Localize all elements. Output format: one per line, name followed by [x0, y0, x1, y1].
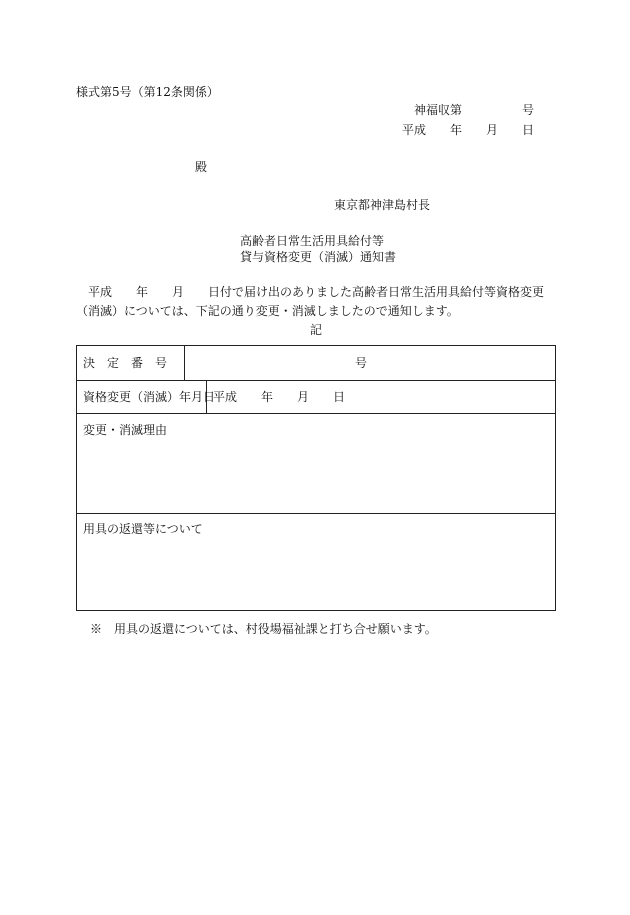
equipment-return-label: 用具の返還等について [83, 522, 203, 536]
table-column-divider [184, 346, 185, 380]
change-reason-label: 変更・消滅理由 [83, 423, 168, 437]
form-id: 様式第5号（第12条関係） [76, 85, 219, 99]
issue-date: 平成 年 月 日 [402, 123, 535, 137]
change-date-value: 平成 年 月 日 [213, 390, 346, 404]
decision-number-suffix: 号 [355, 356, 368, 370]
table-divider [77, 413, 555, 414]
document-number: 神福収第 号 [414, 103, 535, 117]
ki-heading: 記 [310, 323, 323, 337]
addressee-honorific: 殿 [195, 160, 208, 174]
table-divider [77, 380, 555, 381]
issuer-name: 東京都神津島村長 [334, 198, 431, 212]
table-divider [77, 513, 555, 514]
title-line-2: 貸与資格変更（消滅）通知書 [240, 250, 397, 264]
details-table [76, 345, 556, 611]
body-line-1: 平成 年 月 日付で届け出のありました高齢者日常生活用具給付等資格変更 [76, 285, 545, 299]
body-line-2: （消滅）については、下記の通り変更・消滅しましたので通知します。 [76, 304, 459, 318]
footnote: ※ 用具の返還については、村役場福祉課と打ち合せ願います。 [90, 622, 437, 636]
change-date-label: 資格変更（消滅）年月日 [83, 390, 216, 404]
decision-number-label: 決 定 番 号 [83, 356, 168, 370]
title-line-1: 高齢者日常生活用具給付等 [240, 234, 385, 248]
